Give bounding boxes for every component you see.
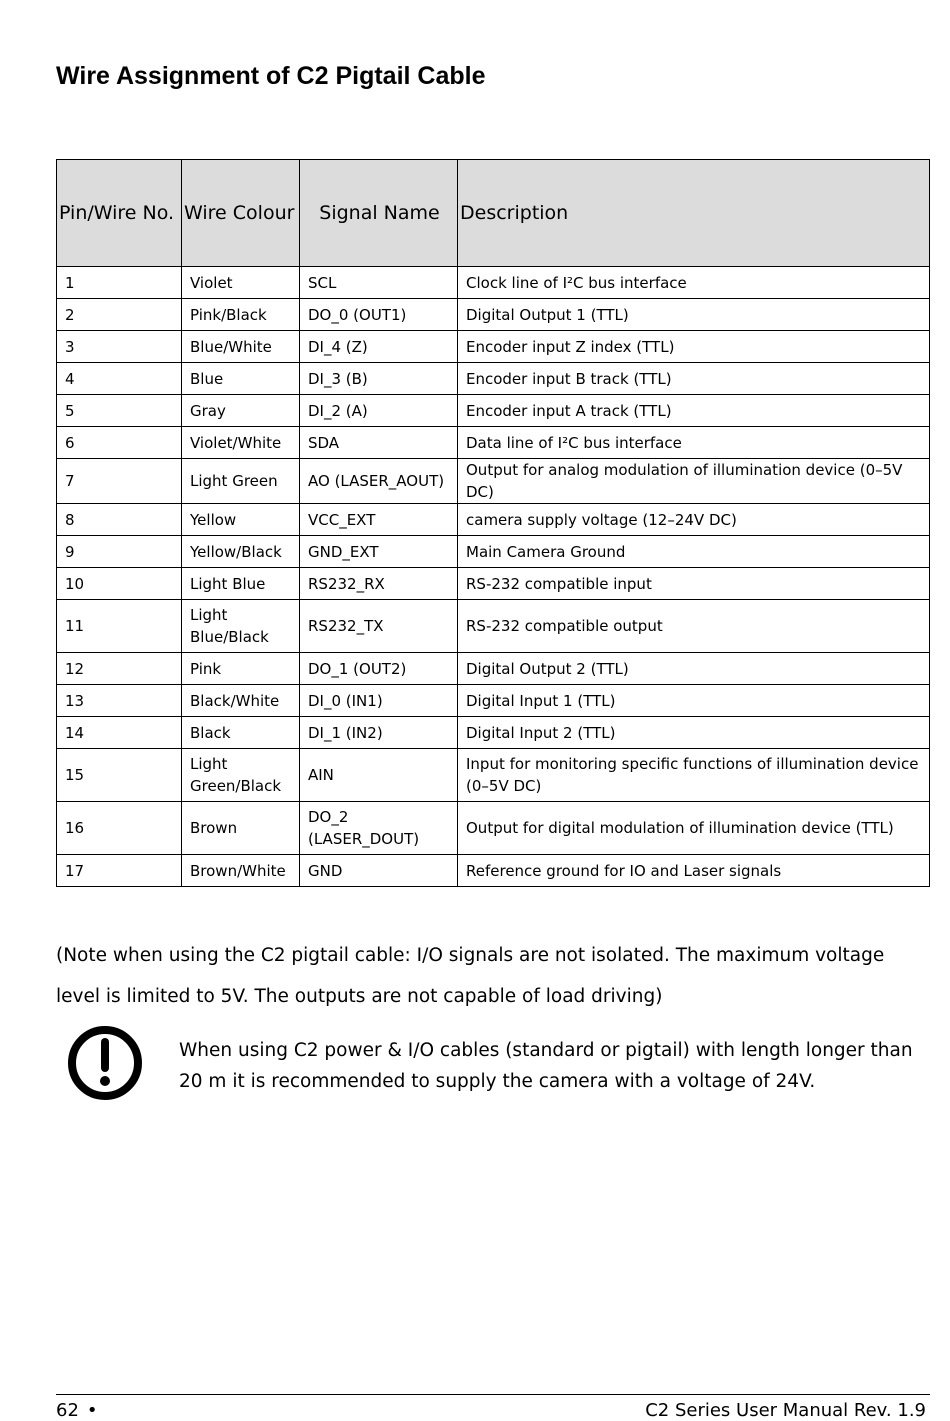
cell-pin: 16 [57, 802, 182, 855]
table-row [57, 568, 930, 600]
cell-description: RS-232 compatible output [458, 600, 930, 653]
cell-colour: Gray [182, 395, 300, 427]
cell-signal: RS232_TX [300, 600, 458, 653]
cable-note: (Note when using the C2 pigtail cable: I/O signals are not isolated. The maximum voltage level is limited to 5V. The outputs are not capable of load driving) [56, 945, 885, 1007]
table-row [57, 299, 930, 331]
page-title: Wire Assignment of C2 Pigtail Cable [56, 62, 486, 90]
cell-colour: Violet/White [182, 427, 300, 459]
cell-pin: 4 [57, 363, 182, 395]
cell-signal: VCC_EXT [300, 504, 458, 536]
table-row [57, 331, 930, 363]
cell-pin: 7 [57, 459, 182, 504]
cell-description: Output for digital modulation of illumination device (TTL) [458, 802, 930, 855]
cell-description: camera supply voltage (12–24V DC) [458, 504, 930, 536]
cell-description: Encoder input Z index (TTL) [458, 331, 930, 363]
table-row [57, 802, 930, 855]
cell-description: Encoder input A track (TTL) [458, 395, 930, 427]
warning-text: When using C2 power & I/O cables (standard or pigtail) with length longer than 20 m it is recommended to supply the camera with a voltage of 24V. [179, 1040, 913, 1092]
cell-description: Data line of I²C bus interface [458, 427, 930, 459]
table-body [57, 267, 930, 887]
cell-description: Digital Output 1 (TTL) [458, 299, 930, 331]
cell-description: Input for monitoring specific functions of illumination device (0–5V DC) [458, 749, 930, 802]
cell-description: RS-232 compatible input [458, 568, 930, 600]
footer-rule [56, 1394, 930, 1395]
cell-colour: Violet [182, 267, 300, 299]
cell-signal: DO_0 (OUT1) [300, 299, 458, 331]
table-row [57, 504, 930, 536]
table-row [57, 363, 930, 395]
table-row [57, 267, 930, 299]
wire-assignment-table [56, 159, 930, 887]
table-row [57, 600, 930, 653]
cell-pin: 12 [57, 653, 182, 685]
cell-signal: AO (LASER_AOUT) [300, 459, 458, 504]
cell-colour: Brown/White [182, 855, 300, 887]
page-number: 62 [56, 1400, 79, 1421]
cell-colour: Light Blue [182, 568, 300, 600]
cell-colour: Pink/Black [182, 299, 300, 331]
cell-description: Main Camera Ground [458, 536, 930, 568]
cell-pin: 5 [57, 395, 182, 427]
cell-signal: DO_2 (LASER_DOUT) [300, 802, 458, 855]
cell-signal: RS232_RX [300, 568, 458, 600]
header-description: Description [458, 160, 930, 267]
cell-pin: 11 [57, 600, 182, 653]
cell-description: Reference ground for IO and Laser signals [458, 855, 930, 887]
footer-bullet: • [86, 1400, 98, 1421]
cell-colour: Light Green/Black [182, 749, 300, 802]
cell-description: Digital Input 2 (TTL) [458, 717, 930, 749]
table-row [57, 855, 930, 887]
cell-colour: Yellow/Black [182, 536, 300, 568]
cell-colour: Yellow [182, 504, 300, 536]
table-header-row [57, 160, 930, 267]
table-row [57, 536, 930, 568]
cell-pin: 13 [57, 685, 182, 717]
cell-signal: GND_EXT [300, 536, 458, 568]
table-row [57, 717, 930, 749]
cell-pin: 6 [57, 427, 182, 459]
cell-colour: Black [182, 717, 300, 749]
cell-pin: 1 [57, 267, 182, 299]
cell-colour: Light Blue/Black [182, 600, 300, 653]
cell-signal: DI_3 (B) [300, 363, 458, 395]
cell-signal: DI_2 (A) [300, 395, 458, 427]
cell-colour: Brown [182, 802, 300, 855]
cell-colour: Blue/White [182, 331, 300, 363]
cell-signal: DO_1 (OUT2) [300, 653, 458, 685]
exclamation-circle-icon [66, 1024, 144, 1102]
cell-signal: GND [300, 855, 458, 887]
table-row [57, 395, 930, 427]
cell-signal: AIN [300, 749, 458, 802]
cell-description: Clock line of I²C bus interface [458, 267, 930, 299]
cell-signal: DI_0 (IN1) [300, 685, 458, 717]
cell-colour: Light Green [182, 459, 300, 504]
cell-pin: 8 [57, 504, 182, 536]
header-signal: Signal Name [300, 160, 458, 267]
table-row [57, 653, 930, 685]
footer-page [56, 1400, 98, 1421]
cell-signal: DI_1 (IN2) [300, 717, 458, 749]
cell-description: Output for analog modulation of illumination device (0–5V DC) [458, 459, 930, 504]
cell-colour: Blue [182, 363, 300, 395]
cell-description: Encoder input B track (TTL) [458, 363, 930, 395]
table-row [57, 685, 930, 717]
table-row [57, 427, 930, 459]
cell-colour: Black/White [182, 685, 300, 717]
header-pin: Pin/Wire No. [57, 160, 182, 267]
cell-signal: DI_4 (Z) [300, 331, 458, 363]
cell-pin: 14 [57, 717, 182, 749]
footer-doc-title: C2 Series User Manual Rev. 1.9 [645, 1400, 926, 1421]
cell-pin: 2 [57, 299, 182, 331]
cell-description: Digital Input 1 (TTL) [458, 685, 930, 717]
cell-pin: 17 [57, 855, 182, 887]
cell-signal: SDA [300, 427, 458, 459]
cell-pin: 10 [57, 568, 182, 600]
cell-pin: 3 [57, 331, 182, 363]
cell-description: Digital Output 2 (TTL) [458, 653, 930, 685]
cell-colour: Pink [182, 653, 300, 685]
table-row [57, 749, 930, 802]
cell-pin: 9 [57, 536, 182, 568]
header-colour: Wire Colour [182, 160, 300, 267]
cell-signal: SCL [300, 267, 458, 299]
cell-pin: 15 [57, 749, 182, 802]
table-row [57, 459, 930, 504]
